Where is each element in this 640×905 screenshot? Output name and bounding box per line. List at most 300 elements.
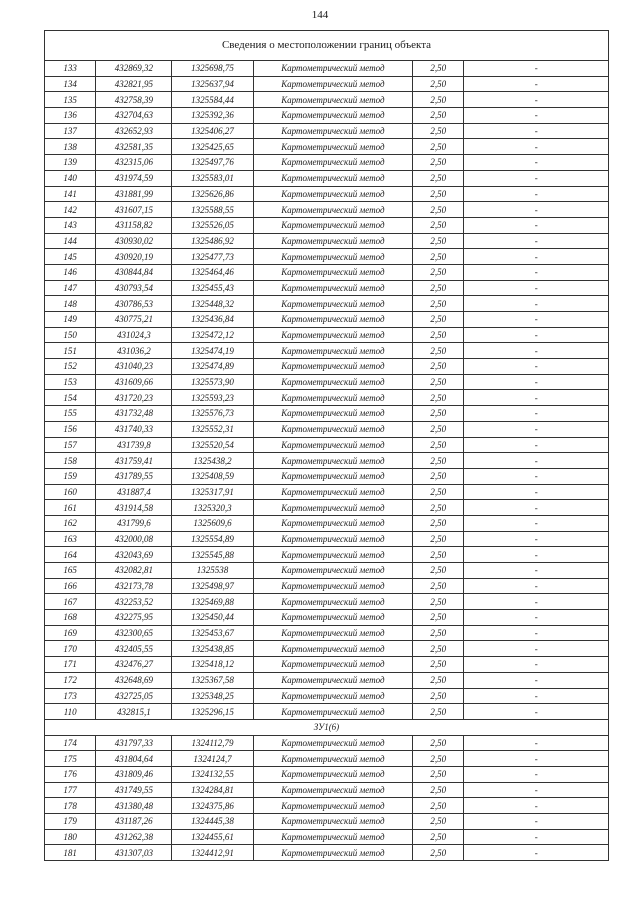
cell-accuracy: 2,50 [413, 327, 464, 343]
cell-description: - [464, 343, 609, 359]
table-row [45, 202, 609, 218]
table-row [45, 280, 609, 296]
cell-coordinate-x: 431307,03 [96, 845, 172, 861]
cell-method: Картометрический метод [253, 578, 412, 594]
cell-point-number: 145 [45, 249, 96, 265]
cell-coordinate-y: 1325609,6 [172, 515, 253, 531]
table-row [45, 76, 609, 92]
cell-method: Картометрический метод [253, 468, 412, 484]
cell-coordinate-x: 430930,02 [96, 233, 172, 249]
boundary-table [44, 30, 609, 861]
cell-coordinate-y: 1324412,91 [172, 845, 253, 861]
cell-accuracy: 2,50 [413, 76, 464, 92]
cell-method: Картометрический метод [253, 845, 412, 861]
cell-accuracy: 2,50 [413, 547, 464, 563]
cell-coordinate-y: 1324124,7 [172, 751, 253, 767]
table-row [45, 390, 609, 406]
cell-coordinate-x: 432405,55 [96, 641, 172, 657]
cell-accuracy: 2,50 [413, 155, 464, 171]
cell-point-number: 138 [45, 139, 96, 155]
cell-point-number: 159 [45, 468, 96, 484]
cell-description: - [464, 217, 609, 233]
cell-accuracy: 2,50 [413, 421, 464, 437]
cell-accuracy: 2,50 [413, 657, 464, 673]
cell-method: Картометрический метод [253, 249, 412, 265]
cell-description: - [464, 610, 609, 626]
cell-accuracy: 2,50 [413, 202, 464, 218]
cell-coordinate-x: 431789,55 [96, 468, 172, 484]
cell-coordinate-x: 432476,27 [96, 657, 172, 673]
table-row [45, 641, 609, 657]
table-row [45, 657, 609, 673]
cell-accuracy: 2,50 [413, 359, 464, 375]
cell-method: Картометрический метод [253, 547, 412, 563]
cell-coordinate-y: 1325392,36 [172, 108, 253, 124]
cell-description: - [464, 296, 609, 312]
table-row [45, 672, 609, 688]
cell-accuracy: 2,50 [413, 453, 464, 469]
cell-point-number: 110 [45, 704, 96, 720]
cell-accuracy: 2,50 [413, 264, 464, 280]
cell-method: Картометрический метод [253, 327, 412, 343]
cell-description: - [464, 76, 609, 92]
cell-coordinate-y: 1325698,75 [172, 61, 253, 77]
cell-point-number: 180 [45, 829, 96, 845]
cell-accuracy: 2,50 [413, 61, 464, 77]
cell-coordinate-y: 1324445,38 [172, 814, 253, 830]
cell-method: Картометрический метод [253, 704, 412, 720]
cell-coordinate-x: 431749,55 [96, 782, 172, 798]
cell-point-number: 163 [45, 531, 96, 547]
cell-method: Картометрический метод [253, 531, 412, 547]
cell-coordinate-x: 430775,21 [96, 312, 172, 328]
cell-coordinate-x: 432704,63 [96, 108, 172, 124]
cell-description: - [464, 531, 609, 547]
cell-accuracy: 2,50 [413, 484, 464, 500]
table-row [45, 108, 609, 124]
cell-point-number: 167 [45, 594, 96, 610]
cell-accuracy: 2,50 [413, 845, 464, 861]
cell-method: Картометрический метод [253, 280, 412, 296]
cell-coordinate-y: 1325436,84 [172, 312, 253, 328]
cell-accuracy: 2,50 [413, 625, 464, 641]
cell-coordinate-x: 431809,46 [96, 766, 172, 782]
cell-description: - [464, 751, 609, 767]
cell-method: Картометрический метод [253, 61, 412, 77]
cell-coordinate-y: 1324284,81 [172, 782, 253, 798]
cell-point-number: 149 [45, 312, 96, 328]
cell-point-number: 178 [45, 798, 96, 814]
cell-point-number: 157 [45, 437, 96, 453]
cell-point-number: 146 [45, 264, 96, 280]
cell-method: Картометрический метод [253, 563, 412, 579]
cell-coordinate-y: 1325367,58 [172, 672, 253, 688]
cell-coordinate-x: 431974,59 [96, 170, 172, 186]
cell-coordinate-y: 1325469,88 [172, 594, 253, 610]
table-row [45, 155, 609, 171]
cell-coordinate-x: 432300,65 [96, 625, 172, 641]
cell-method: Картометрический метод [253, 641, 412, 657]
cell-accuracy: 2,50 [413, 688, 464, 704]
cell-coordinate-y: 1324455,61 [172, 829, 253, 845]
table-row [45, 766, 609, 782]
cell-point-number: 143 [45, 217, 96, 233]
cell-accuracy: 2,50 [413, 312, 464, 328]
cell-method: Картометрический метод [253, 390, 412, 406]
cell-coordinate-x: 432173,78 [96, 578, 172, 594]
cell-coordinate-y: 1325348,25 [172, 688, 253, 704]
cell-coordinate-x: 432043,69 [96, 547, 172, 563]
table-row [45, 798, 609, 814]
cell-description: - [464, 547, 609, 563]
table-title: Сведения о местоположении границ объекта [45, 31, 609, 61]
cell-coordinate-x: 431158,82 [96, 217, 172, 233]
table-row [45, 814, 609, 830]
cell-accuracy: 2,50 [413, 390, 464, 406]
cell-point-number: 141 [45, 186, 96, 202]
cell-coordinate-x: 431799,6 [96, 515, 172, 531]
table-row [45, 563, 609, 579]
cell-coordinate-y: 1325584,44 [172, 92, 253, 108]
cell-coordinate-x: 432869,32 [96, 61, 172, 77]
table-row [45, 139, 609, 155]
table-row [45, 359, 609, 375]
cell-description: - [464, 359, 609, 375]
cell-coordinate-x: 430786,53 [96, 296, 172, 312]
cell-coordinate-y: 1325583,01 [172, 170, 253, 186]
cell-coordinate-y: 1325448,32 [172, 296, 253, 312]
cell-accuracy: 2,50 [413, 186, 464, 202]
cell-coordinate-y: 1325408,59 [172, 468, 253, 484]
cell-coordinate-x: 431036,2 [96, 343, 172, 359]
cell-coordinate-y: 1325474,89 [172, 359, 253, 375]
table-row [45, 500, 609, 516]
cell-point-number: 166 [45, 578, 96, 594]
cell-point-number: 177 [45, 782, 96, 798]
cell-method: Картометрический метод [253, 798, 412, 814]
cell-coordinate-x: 432758,39 [96, 92, 172, 108]
cell-description: - [464, 798, 609, 814]
cell-method: Картометрический метод [253, 76, 412, 92]
cell-coordinate-y: 1325418,12 [172, 657, 253, 673]
cell-coordinate-y: 1325474,19 [172, 343, 253, 359]
cell-accuracy: 2,50 [413, 814, 464, 830]
cell-coordinate-x: 431732,48 [96, 406, 172, 422]
cell-description: - [464, 108, 609, 124]
table-row [45, 704, 609, 720]
cell-accuracy: 2,50 [413, 578, 464, 594]
cell-point-number: 148 [45, 296, 96, 312]
table-row [45, 343, 609, 359]
table-row [45, 453, 609, 469]
cell-point-number: 142 [45, 202, 96, 218]
cell-method: Картометрический метод [253, 312, 412, 328]
cell-coordinate-y: 1324112,79 [172, 735, 253, 751]
cell-coordinate-x: 431187,26 [96, 814, 172, 830]
cell-coordinate-x: 431262,38 [96, 829, 172, 845]
cell-description: - [464, 829, 609, 845]
cell-method: Картометрический метод [253, 421, 412, 437]
cell-coordinate-x: 431024,3 [96, 327, 172, 343]
cell-method: Картометрический метод [253, 782, 412, 798]
cell-accuracy: 2,50 [413, 751, 464, 767]
table-row [45, 61, 609, 77]
cell-coordinate-x: 432315,06 [96, 155, 172, 171]
cell-accuracy: 2,50 [413, 139, 464, 155]
cell-point-number: 172 [45, 672, 96, 688]
cell-coordinate-y: 1325455,43 [172, 280, 253, 296]
cell-description: - [464, 814, 609, 830]
cell-coordinate-y: 1325477,73 [172, 249, 253, 265]
cell-coordinate-x: 432082,81 [96, 563, 172, 579]
cell-method: Картометрический метод [253, 108, 412, 124]
cell-accuracy: 2,50 [413, 531, 464, 547]
cell-accuracy: 2,50 [413, 437, 464, 453]
cell-description: - [464, 625, 609, 641]
cell-description: - [464, 766, 609, 782]
cell-coordinate-x: 432000,08 [96, 531, 172, 547]
cell-coordinate-y: 1325526,05 [172, 217, 253, 233]
cell-point-number: 134 [45, 76, 96, 92]
cell-coordinate-x: 432648,69 [96, 672, 172, 688]
cell-accuracy: 2,50 [413, 170, 464, 186]
cell-accuracy: 2,50 [413, 108, 464, 124]
cell-coordinate-x: 432652,93 [96, 123, 172, 139]
cell-method: Картометрический метод [253, 296, 412, 312]
cell-coordinate-y: 1325637,94 [172, 76, 253, 92]
cell-point-number: 135 [45, 92, 96, 108]
cell-method: Картометрический метод [253, 406, 412, 422]
cell-coordinate-x: 432581,35 [96, 139, 172, 155]
cell-accuracy: 2,50 [413, 123, 464, 139]
cell-description: - [464, 202, 609, 218]
cell-point-number: 147 [45, 280, 96, 296]
cell-description: - [464, 437, 609, 453]
cell-description: - [464, 61, 609, 77]
cell-coordinate-x: 431040,23 [96, 359, 172, 375]
cell-method: Картометрический метод [253, 92, 412, 108]
cell-point-number: 144 [45, 233, 96, 249]
cell-coordinate-y: 1325464,46 [172, 264, 253, 280]
cell-method: Картометрический метод [253, 829, 412, 845]
cell-method: Картометрический метод [253, 500, 412, 516]
cell-method: Картометрический метод [253, 515, 412, 531]
cell-method: Картометрический метод [253, 625, 412, 641]
cell-method: Картометрический метод [253, 359, 412, 375]
table-row [45, 296, 609, 312]
cell-coordinate-y: 1325545,88 [172, 547, 253, 563]
table-row [45, 170, 609, 186]
cell-method: Картометрический метод [253, 202, 412, 218]
cell-description: - [464, 500, 609, 516]
table-row [45, 735, 609, 751]
cell-accuracy: 2,50 [413, 406, 464, 422]
cell-accuracy: 2,50 [413, 829, 464, 845]
cell-coordinate-x: 431797,33 [96, 735, 172, 751]
cell-accuracy: 2,50 [413, 468, 464, 484]
cell-coordinate-y: 1325576,73 [172, 406, 253, 422]
cell-description: - [464, 845, 609, 861]
cell-accuracy: 2,50 [413, 233, 464, 249]
cell-description: - [464, 264, 609, 280]
table-row [45, 484, 609, 500]
cell-coordinate-x: 430844,84 [96, 264, 172, 280]
cell-coordinate-x: 431740,33 [96, 421, 172, 437]
table-row [45, 249, 609, 265]
table-row [45, 515, 609, 531]
cell-description: - [464, 123, 609, 139]
cell-coordinate-y: 1325593,23 [172, 390, 253, 406]
table-row [45, 782, 609, 798]
cell-description: - [464, 406, 609, 422]
table-row [45, 688, 609, 704]
table-row [45, 437, 609, 453]
cell-point-number: 156 [45, 421, 96, 437]
cell-coordinate-x: 432821,95 [96, 76, 172, 92]
cell-accuracy: 2,50 [413, 735, 464, 751]
cell-method: Картометрический метод [253, 688, 412, 704]
cell-coordinate-x: 431380,48 [96, 798, 172, 814]
table-row [45, 578, 609, 594]
cell-point-number: 160 [45, 484, 96, 500]
table-row [45, 374, 609, 390]
cell-point-number: 161 [45, 500, 96, 516]
cell-method: Картометрический метод [253, 264, 412, 280]
cell-point-number: 154 [45, 390, 96, 406]
cell-point-number: 171 [45, 657, 96, 673]
cell-method: Картометрический метод [253, 453, 412, 469]
cell-description: - [464, 672, 609, 688]
cell-description: - [464, 92, 609, 108]
cell-method: Картометрический метод [253, 123, 412, 139]
cell-coordinate-x: 431739,8 [96, 437, 172, 453]
cell-coordinate-y: 1325450,44 [172, 610, 253, 626]
cell-point-number: 169 [45, 625, 96, 641]
cell-method: Картометрический метод [253, 217, 412, 233]
cell-coordinate-y: 1324375,86 [172, 798, 253, 814]
cell-description: - [464, 249, 609, 265]
cell-accuracy: 2,50 [413, 766, 464, 782]
cell-point-number: 158 [45, 453, 96, 469]
table-row [45, 312, 609, 328]
cell-method: Картометрический метод [253, 484, 412, 500]
cell-point-number: 139 [45, 155, 96, 171]
cell-point-number: 136 [45, 108, 96, 124]
cell-coordinate-x: 432275,95 [96, 610, 172, 626]
cell-coordinate-x: 431804,64 [96, 751, 172, 767]
cell-accuracy: 2,50 [413, 798, 464, 814]
cell-method: Картометрический метод [253, 814, 412, 830]
cell-description: - [464, 782, 609, 798]
cell-method: Картометрический метод [253, 657, 412, 673]
cell-coordinate-y: 1325453,67 [172, 625, 253, 641]
cell-accuracy: 2,50 [413, 610, 464, 626]
cell-point-number: 168 [45, 610, 96, 626]
cell-coordinate-y: 1325486,92 [172, 233, 253, 249]
cell-point-number: 165 [45, 563, 96, 579]
cell-point-number: 133 [45, 61, 96, 77]
boundary-table-body [45, 31, 609, 861]
cell-accuracy: 2,50 [413, 515, 464, 531]
table-row [45, 625, 609, 641]
cell-description: - [464, 563, 609, 579]
cell-coordinate-y: 1325320,3 [172, 500, 253, 516]
cell-coordinate-x: 431720,23 [96, 390, 172, 406]
cell-coordinate-x: 431887,4 [96, 484, 172, 500]
cell-method: Картометрический метод [253, 186, 412, 202]
cell-description: - [464, 327, 609, 343]
cell-description: - [464, 312, 609, 328]
table-row [45, 233, 609, 249]
table-row [45, 751, 609, 767]
cell-description: - [464, 280, 609, 296]
cell-description: - [464, 641, 609, 657]
table-row [45, 594, 609, 610]
cell-description: - [464, 421, 609, 437]
cell-description: - [464, 453, 609, 469]
cell-coordinate-x: 430793,54 [96, 280, 172, 296]
cell-accuracy: 2,50 [413, 296, 464, 312]
cell-coordinate-y: 1325472,12 [172, 327, 253, 343]
cell-method: Картометрический метод [253, 139, 412, 155]
cell-point-number: 164 [45, 547, 96, 563]
cell-point-number: 170 [45, 641, 96, 657]
cell-coordinate-y: 1324132,55 [172, 766, 253, 782]
table-row [45, 406, 609, 422]
table-row [45, 186, 609, 202]
cell-point-number: 153 [45, 374, 96, 390]
cell-accuracy: 2,50 [413, 92, 464, 108]
cell-point-number: 152 [45, 359, 96, 375]
cell-coordinate-x: 432253,52 [96, 594, 172, 610]
cell-method: Картометрический метод [253, 610, 412, 626]
cell-accuracy: 2,50 [413, 782, 464, 798]
cell-coordinate-y: 1325552,31 [172, 421, 253, 437]
cell-point-number: 176 [45, 766, 96, 782]
cell-accuracy: 2,50 [413, 563, 464, 579]
table-row [45, 92, 609, 108]
table-row [45, 845, 609, 861]
cell-description: - [464, 390, 609, 406]
cell-coordinate-y: 1325588,55 [172, 202, 253, 218]
cell-coordinate-x: 431607,15 [96, 202, 172, 218]
cell-coordinate-x: 430920,19 [96, 249, 172, 265]
cell-coordinate-x: 431881,99 [96, 186, 172, 202]
cell-point-number: 140 [45, 170, 96, 186]
cell-method: Картометрический метод [253, 170, 412, 186]
cell-coordinate-y: 1325425,65 [172, 139, 253, 155]
cell-description: - [464, 578, 609, 594]
cell-point-number: 155 [45, 406, 96, 422]
section-label: ЗУ1(6) [45, 719, 609, 735]
cell-accuracy: 2,50 [413, 672, 464, 688]
cell-accuracy: 2,50 [413, 594, 464, 610]
cell-coordinate-y: 1325296,15 [172, 704, 253, 720]
cell-description: - [464, 594, 609, 610]
cell-method: Картометрический метод [253, 735, 412, 751]
cell-method: Картометрический метод [253, 437, 412, 453]
section-row [45, 719, 609, 735]
cell-description: - [464, 515, 609, 531]
cell-point-number: 181 [45, 845, 96, 861]
cell-description: - [464, 233, 609, 249]
cell-coordinate-x: 431609,66 [96, 374, 172, 390]
table-row [45, 610, 609, 626]
cell-description: - [464, 688, 609, 704]
cell-description: - [464, 735, 609, 751]
cell-description: - [464, 170, 609, 186]
cell-description: - [464, 155, 609, 171]
